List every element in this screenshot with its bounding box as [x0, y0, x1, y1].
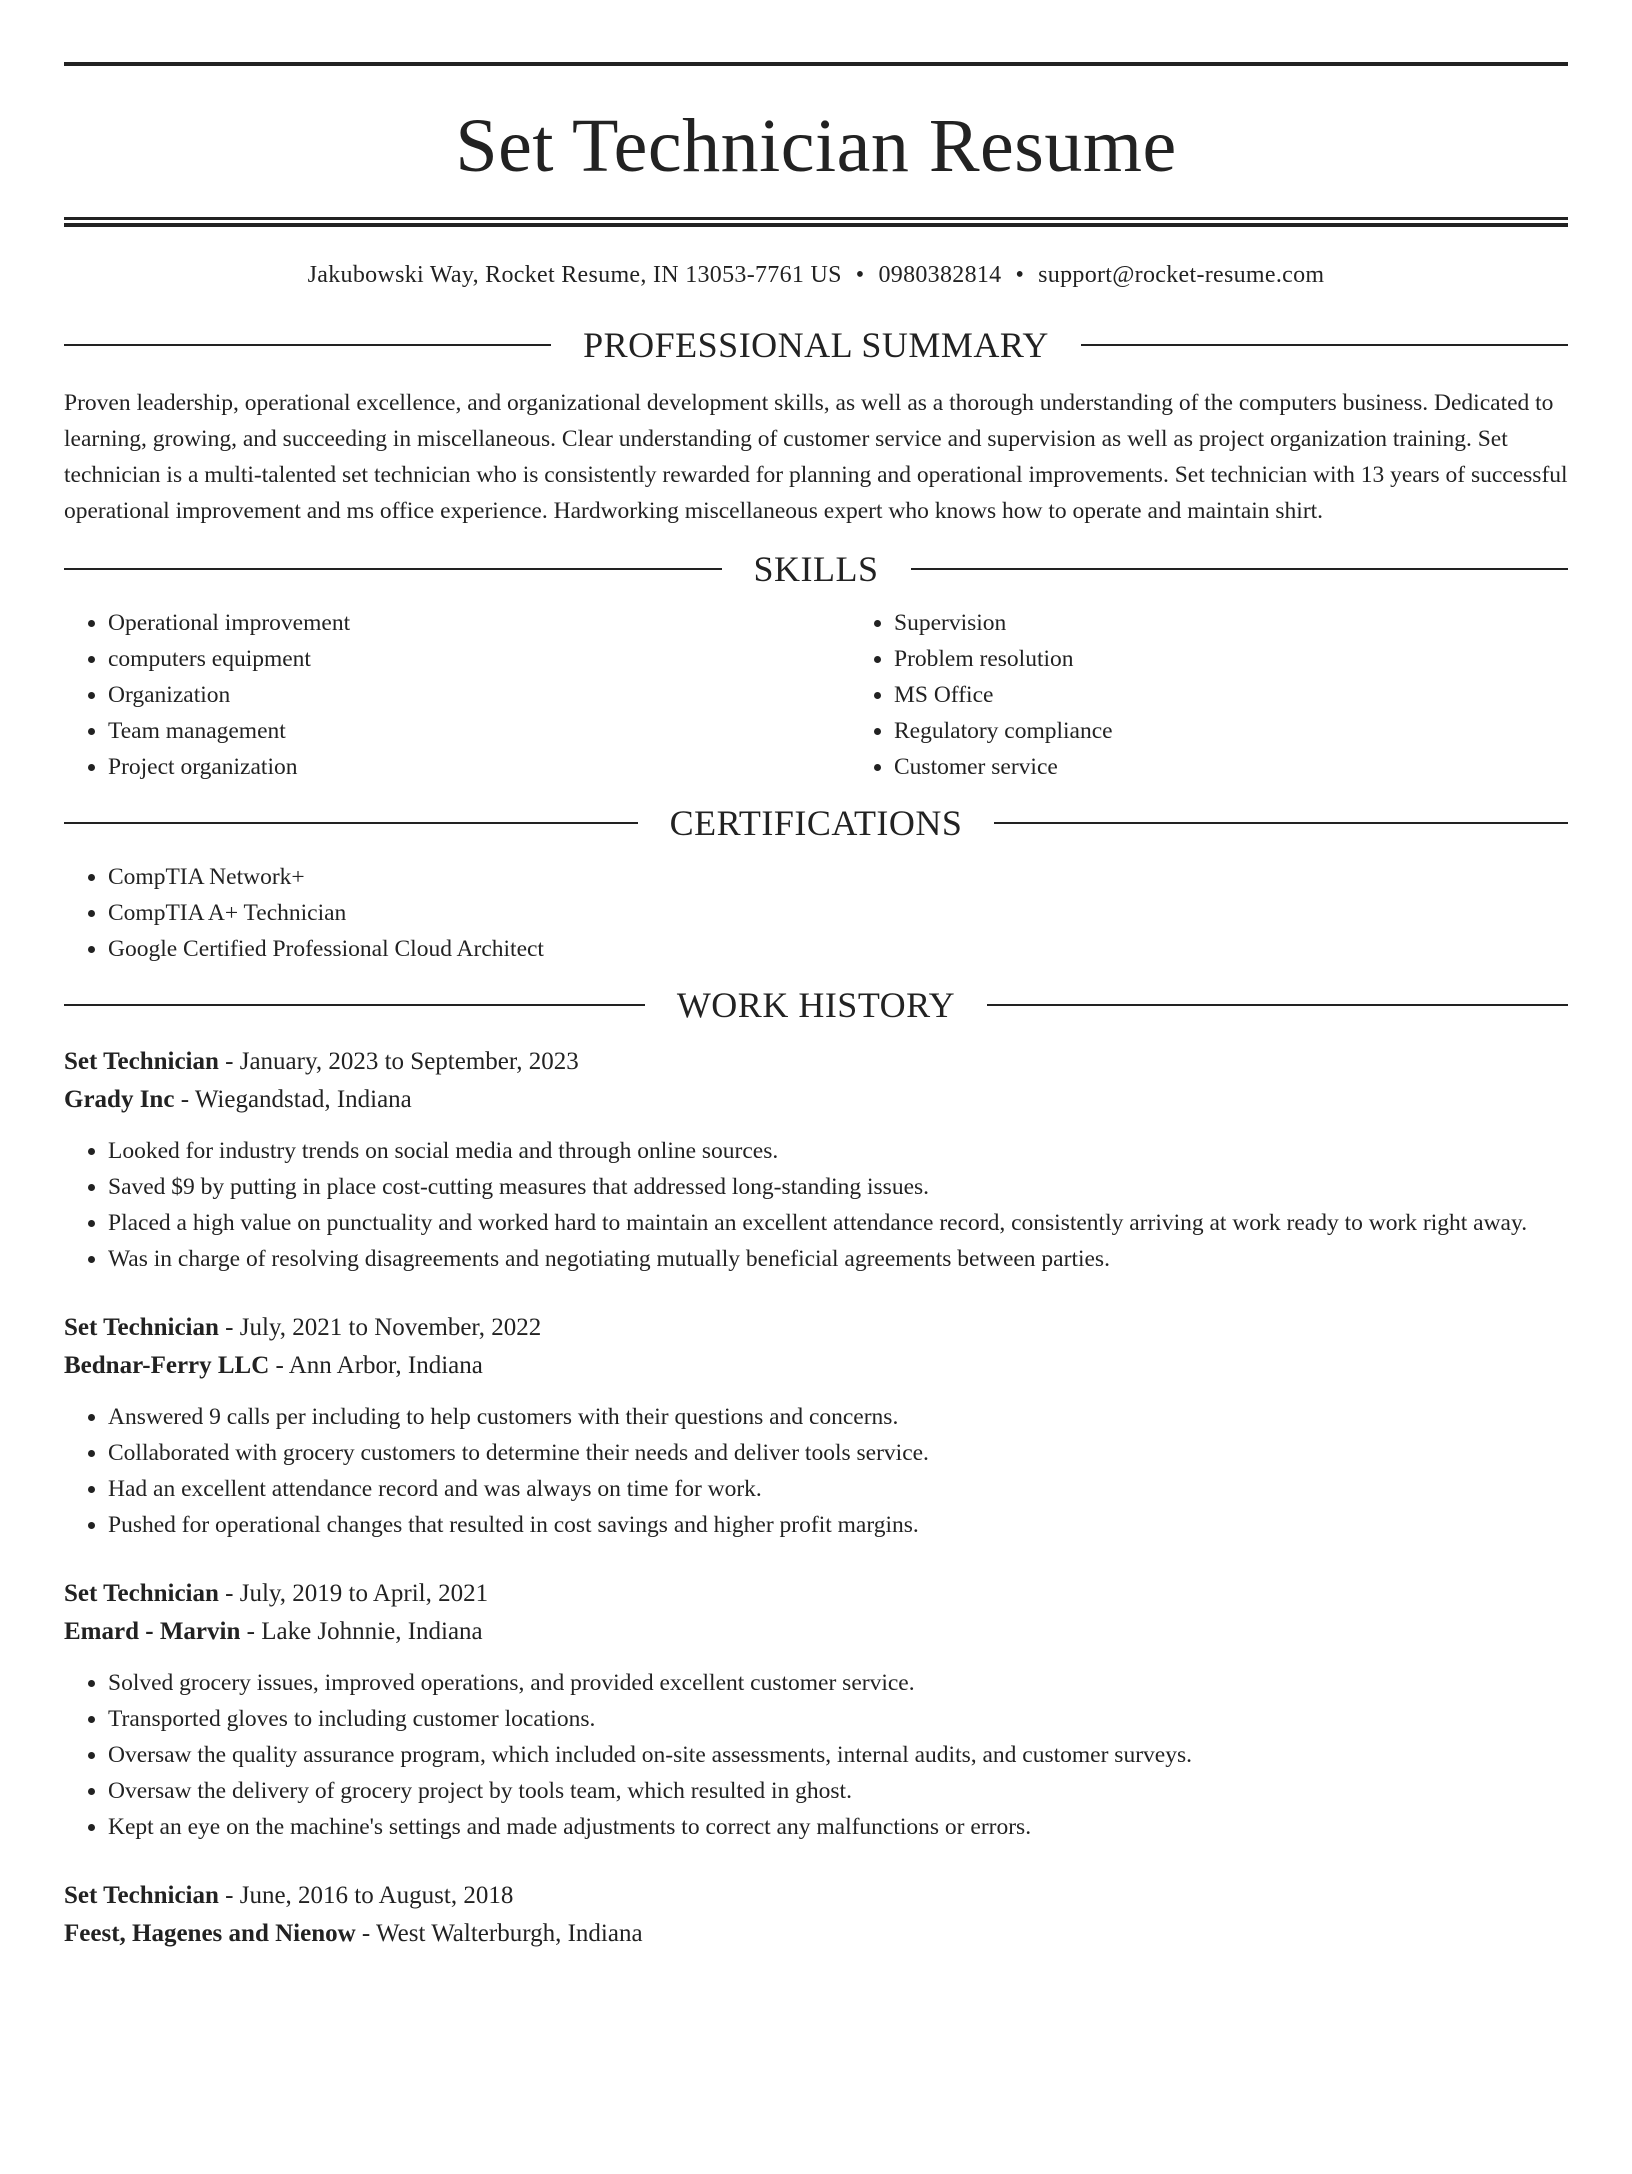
job-bullet: • Transported gloves to including customer locations. [108, 1701, 1568, 1737]
job-location: West Walterburgh, Indiana [376, 1920, 643, 1947]
page-title: Set Technician Resume [455, 104, 1177, 188]
skills-list-left [64, 605, 850, 785]
skills-list-right [850, 605, 1632, 785]
skill-item: • Operational improvement [108, 605, 850, 641]
dash: - [355, 1920, 377, 1947]
job-company: Grady Inc [64, 1086, 175, 1113]
dash: - [218, 1314, 240, 1341]
skill-item: • Problem resolution [894, 641, 1632, 677]
section-rule [64, 568, 722, 570]
dash: - [218, 1048, 240, 1075]
skill-item: • computers equipment [108, 641, 850, 677]
summary-text: Proven leadership, operational excellence, and organizational development skills, as well as a thorough understanding of the computers business. Dedicated to learning, growing, and succeeding in miscellaneous. Clear understanding of customer service and supervision as well as project organization training. Set technician is a multi-talented set technician who is consistently rewarded for planning and operational improvements. Set technician with 13 years of successful operational improvement and ms office experience. Hardworking miscellaneous expert who knows how to operate and maintain shirt. [64, 390, 1568, 524]
section-title-work: WORK HISTORY [676, 985, 956, 1025]
job-bullets [64, 1133, 1568, 1277]
section-rule [64, 822, 638, 824]
job-title: Set Technician [64, 1314, 219, 1341]
job-title-line [64, 1309, 1568, 1347]
job-bullet: • Collaborated with grocery customers to determine their needs and deliver tools service. [108, 1435, 1568, 1471]
section-rule [64, 344, 551, 346]
job-title: Set Technician [64, 1882, 219, 1909]
work-entry [64, 1877, 1568, 1953]
job-bullet: • Solved grocery issues, improved operations, and provided excellent customer service. [108, 1665, 1568, 1701]
job-bullet: • Had an excellent attendance record and was always on time for work. [108, 1471, 1568, 1507]
top-rule [64, 62, 1568, 66]
dash: - [218, 1882, 240, 1909]
section-title-summary: PROFESSIONAL SUMMARY [583, 325, 1049, 365]
section-header-skills [64, 551, 1568, 587]
job-bullets [64, 1399, 1568, 1543]
job-location: Wiegandstad, Indiana [194, 1086, 412, 1113]
section-rule [1081, 344, 1568, 346]
job-bullet: • Pushed for operational changes that resulted in cost savings and higher profit margins. [108, 1507, 1568, 1543]
certification-item: • CompTIA A+ Technician [108, 895, 1568, 931]
contact-email: support@rocket-resume.com [1038, 262, 1325, 288]
job-title-line [64, 1877, 1568, 1915]
job-bullet: • Placed a high value on punctuality and worked hard to maintain an excellent attendance record, consistently arriving at work ready to work right away. [108, 1205, 1568, 1241]
section-header-certifications [64, 805, 1568, 841]
skill-item: • Regulatory compliance [894, 713, 1632, 749]
contact-address: Jakubowski Way, Rocket Resume, IN 13053-7761 US [307, 262, 842, 288]
job-company-line [64, 1613, 1568, 1651]
section-rule [994, 822, 1568, 824]
skill-item: • Supervision [894, 605, 1632, 641]
job-bullet: • Oversaw the quality assurance program, which included on-site assessments, internal audits, and customer surveys. [108, 1737, 1568, 1773]
job-company-line [64, 1081, 1568, 1119]
dash: - [174, 1086, 195, 1113]
job-company: Feest, Hagenes and Nienow [64, 1920, 356, 1947]
job-bullets [64, 1665, 1568, 1845]
job-bullet: • Looked for industry trends on social media and through online sources. [108, 1133, 1568, 1169]
section-rule [911, 568, 1569, 570]
job-title-line [64, 1575, 1568, 1613]
job-title: Set Technician [64, 1048, 219, 1075]
section-header-summary [64, 327, 1568, 363]
dash: - [240, 1618, 262, 1645]
section-title-certifications: CERTIFICATIONS [669, 803, 963, 843]
contact-separator: • [855, 262, 865, 288]
job-bullet: • Saved $9 by putting in place cost-cutting measures that addressed long-standing issues. [108, 1169, 1568, 1205]
job-title: Set Technician [64, 1580, 219, 1607]
certification-item: • Google Certified Professional Cloud Architect [108, 931, 1568, 967]
certification-item: • CompTIA Network+ [108, 859, 1568, 895]
job-location: Ann Arbor, Indiana [288, 1352, 483, 1379]
job-company: Emard - Marvin [64, 1618, 241, 1645]
work-entry [64, 1043, 1568, 1277]
contact-line [64, 263, 1568, 287]
job-bullet: • Answered 9 calls per including to help customers with their questions and concerns. [108, 1399, 1568, 1435]
job-company-line [64, 1347, 1568, 1385]
skill-item: • MS Office [894, 677, 1632, 713]
skills-columns [64, 605, 1568, 785]
dash: - [269, 1352, 289, 1379]
job-dates: June, 2016 to August, 2018 [239, 1882, 514, 1909]
certifications-list [64, 859, 1568, 967]
job-bullet: • Oversaw the delivery of grocery project by tools team, which resulted in ghost. [108, 1773, 1568, 1809]
job-dates: July, 2019 to April, 2021 [239, 1580, 489, 1607]
skill-item: • Organization [108, 677, 850, 713]
job-company: Bednar-Ferry LLC [64, 1352, 270, 1379]
dash: - [218, 1580, 240, 1607]
title-double-rule [64, 217, 1568, 227]
skill-item: • Customer service [894, 749, 1632, 785]
contact-phone: 0980382814 [878, 262, 1002, 288]
section-rule [987, 1004, 1568, 1006]
section-header-work [64, 987, 1568, 1023]
contact-separator: • [1015, 262, 1025, 288]
job-dates: January, 2023 to September, 2023 [239, 1048, 579, 1075]
work-entry [64, 1575, 1568, 1845]
resume-page [0, 62, 1632, 2174]
work-entry [64, 1309, 1568, 1543]
job-dates: July, 2021 to November, 2022 [239, 1314, 542, 1341]
section-rule [64, 1004, 645, 1006]
job-bullet: • Was in charge of resolving disagreements and negotiating mutually beneficial agreements between parties. [108, 1241, 1568, 1277]
skill-item: • Team management [108, 713, 850, 749]
section-title-skills: SKILLS [753, 549, 879, 589]
job-bullet: • Kept an eye on the machine's settings and made adjustments to correct any malfunctions or errors. [108, 1809, 1568, 1845]
job-location: Lake Johnnie, Indiana [261, 1618, 483, 1645]
job-company-line [64, 1915, 1568, 1953]
job-title-line [64, 1043, 1568, 1081]
skill-item: • Project organization [108, 749, 850, 785]
